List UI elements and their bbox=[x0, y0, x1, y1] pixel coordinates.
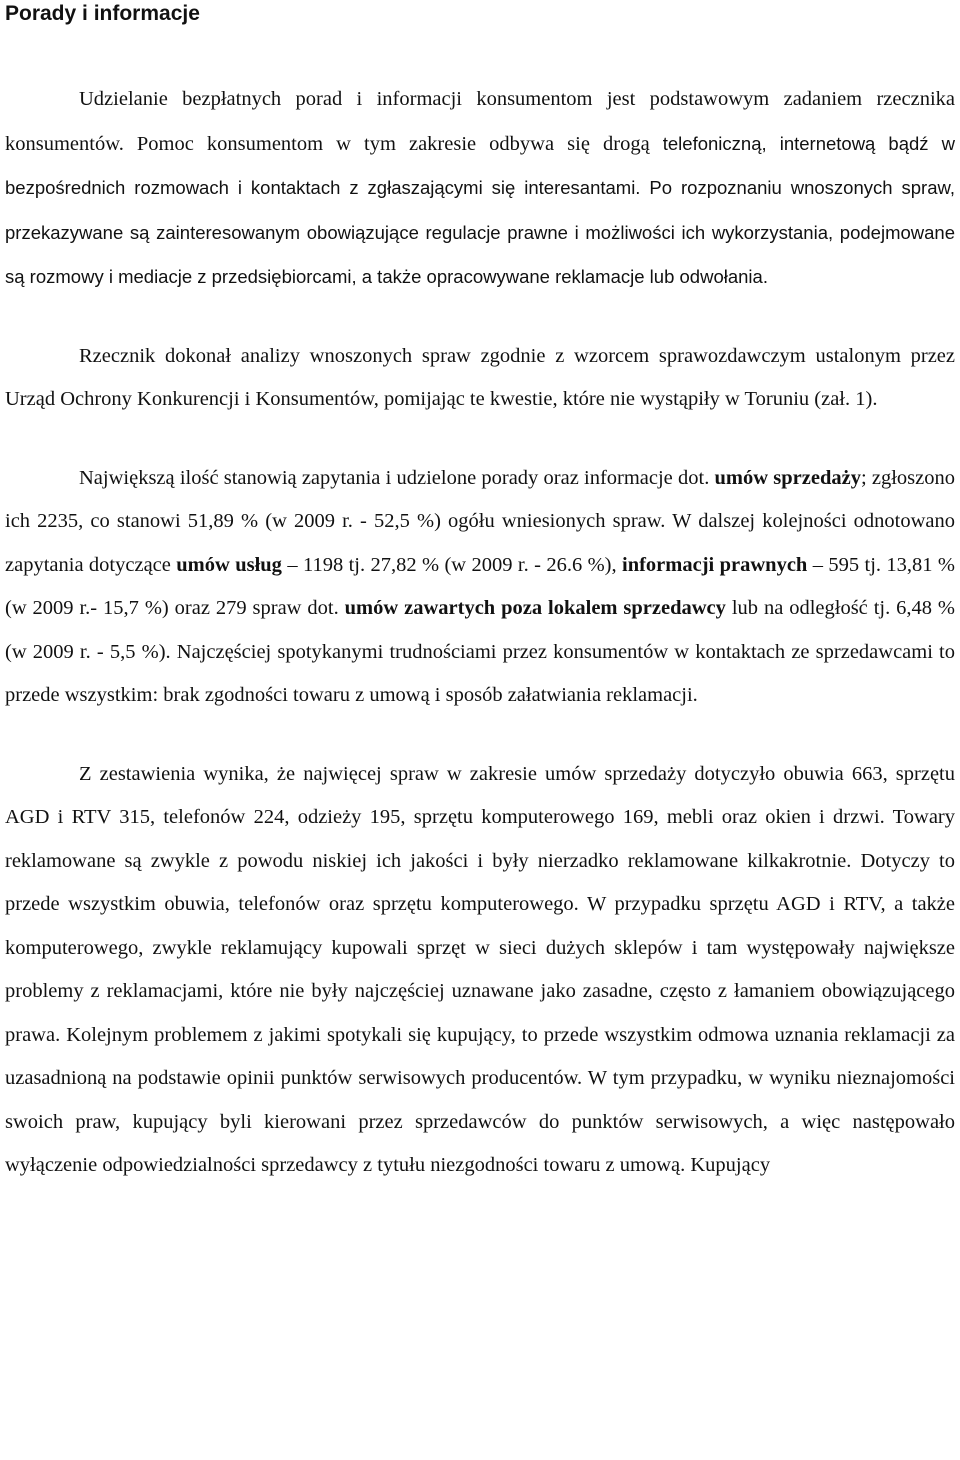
section-heading: Porady i informacje bbox=[5, 2, 200, 25]
paragraph-statistics bbox=[5, 457, 955, 718]
p3-bold-service-contracts: umów usług bbox=[176, 553, 282, 576]
p3-text-c: ; zgłoszono ich 2235, co stanowi 51,89 % (w 2009 r. - 52,5 %) ogółu wniesionych spraw. W dalszej kolejności odnotowano zapytania dotyczące bbox=[5, 466, 955, 576]
p3-bold-off-premises: umów zawartych poza lokalem sprzedawcy bbox=[344, 597, 726, 619]
p1-text-a: Udzielanie bezpłatnych porad i informacji konsumentom jest podstawowym zadaniem rzecznika konsumentów. Pomoc konsumentom w tym zakresie odbywa się drogą bbox=[5, 88, 955, 155]
paragraph-summary bbox=[5, 753, 955, 1188]
paragraph-advice-intro bbox=[5, 78, 955, 300]
p3-bold-sales-contracts: umów sprzedaży bbox=[714, 466, 861, 489]
p3-text-g: – 595 tj. 13,81 % (w 2009 r.- 15,7 %) oraz 279 spraw dot. bbox=[5, 553, 955, 619]
p3-text-e: – 1198 tj. 27,82 % (w 2009 r. - 26.6 %), bbox=[281, 553, 622, 576]
paragraph-analysis bbox=[5, 335, 955, 422]
p2-text-a: Rzecznik dokonał analizy wnoszonych spraw zgodnie z wzorcem sprawozdawczym ustalonym przez Urząd Ochrony Konkurencji i Konsumentów, pomijając te kwestie, które nie wystąpiły w Toruniu (zał. 1). bbox=[5, 344, 955, 410]
p3-text-a: Największą ilość stanowią zapytania i udzielone porady oraz informacje dot. bbox=[79, 466, 715, 489]
p3-bold-legal-info: informacji prawnych bbox=[622, 553, 808, 576]
document-page bbox=[5, 0, 955, 1188]
p1-text-c: Po rozpoznaniu wnoszonych spraw, przekazywane są zainteresowanym obowiązujące regulacje prawne i możliwości ich wykorzystania, podejmowane są rozmowy i mediacje z przedsiębiorcami, a także opracowywane reklamacje lub odwołania. bbox=[5, 177, 955, 287]
p3-text-i: lub na odległość tj. 6,48 % (w 2009 r. - 5,5 %). Najczęściej spotykanymi trudnościami przez konsumentów w kontaktach ze sprzedawcami to przede wszystkim: brak zgodności towaru z umową i sposób załatwiania reklamacji. bbox=[5, 597, 956, 706]
p1-text-b: telefoniczną, internetową bądź w bezpośrednich rozmowach i kontaktach z zgłaszającymi się interesantami. bbox=[5, 132, 955, 198]
p4-text-a: Z zestawienia wynika, że najwięcej spraw w zakresie umów sprzedaży dotyczyło obuwia 663, sprzętu AGD i RTV 315, telefonów 224, odzieży 195, sprzętu komputerowego 169, mebli oraz okien i drzwi. Towary reklamowane są zwykle z powodu niskiej ich jakości i były nierzadko reklamowane kilkakrotnie. Dotyczy to przede wszystkim obuwia, telefonów oraz sprzętu komputerowego. W przypadku sprzętu AGD i RTV, a także komputerowego, zwykle reklamujący kupowali sprzęt w sieci dużych sklepów i tam występowały największe problemy z reklamacjami, które nie były najczęściej uznawane jako zasadne, często z łamaniem obowiązującego prawa. Kolejnym problemem z jakimi spotykali się kupujący, to przede wszystkim odmowa uznania reklamacji za uzasadnioną na podstawie opinii punktów serwisowych producentów. W tym przypadku, w wyniku nieznajomości swoich praw, kupujący byli kierowani przez sprzedawców do punktów serwisowych, a więc następowało wyłączenie odpowiedzialności sprzedawcy z tytułu niezgodności towaru z umową. Kupujący bbox=[5, 762, 955, 1176]
